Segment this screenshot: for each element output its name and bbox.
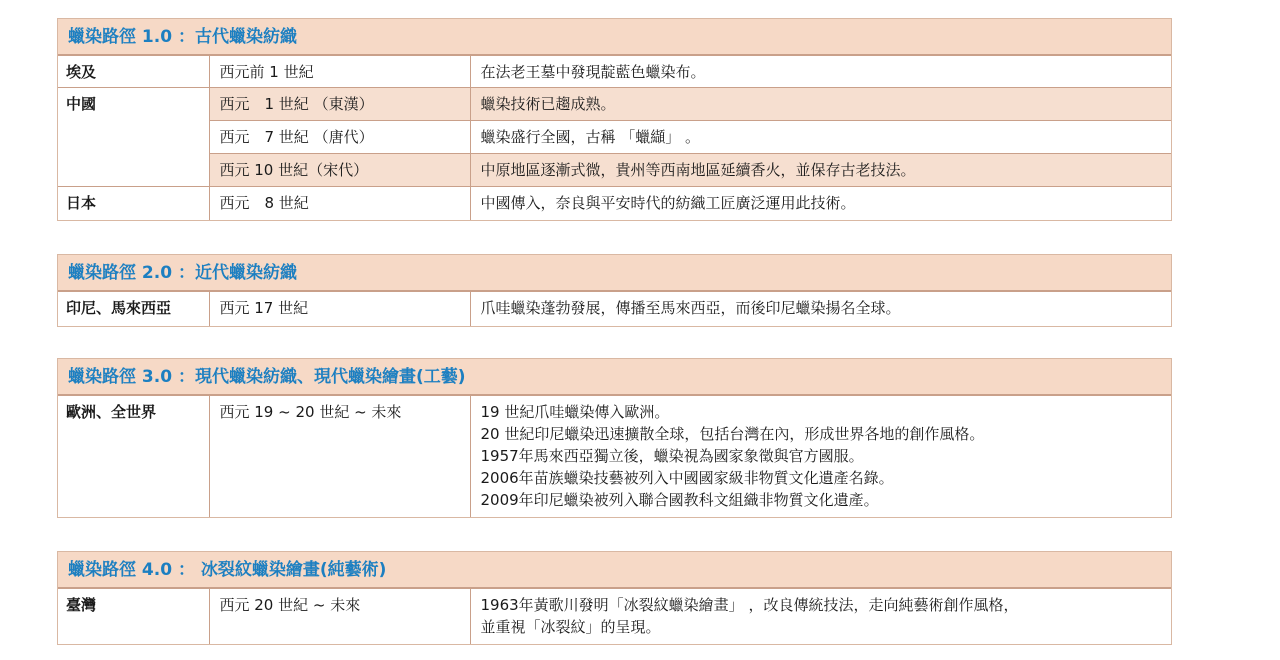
period-cell: 西元 19 ~ 20 世紀 ~ 未來 — [209, 396, 470, 517]
route-2-title: 蠟染路徑 2.0 ：近代蠟染紡織 — [58, 255, 1171, 291]
period-cell: 西元 8 世紀 — [209, 187, 470, 220]
event-line: 在法老王墓中發現靛藍色蠟染布。 — [480, 63, 706, 81]
route-4-section — [57, 551, 1172, 645]
event-cell — [470, 154, 1171, 187]
table-row — [58, 187, 1171, 220]
region-cell: 日本 — [58, 187, 209, 220]
event-line: 2006年苗族蠟染技藝被列入中國國家級非物質文化遺產名錄。 — [480, 469, 894, 487]
route-1-title: 蠟染路徑 1.0 ：古代蠟染紡織 — [58, 19, 1171, 55]
region-cell: 印尼、馬來西亞 — [58, 292, 209, 326]
route-1-section — [57, 18, 1172, 221]
event-line: 中原地區逐漸式微，貴州等西南地區延續香火，並保存古老技法。 — [480, 161, 916, 179]
period-cell: 西元 7 世紀 （唐代） — [209, 121, 470, 154]
route-4-title: 蠟染路徑 4.0 ： 冰裂紋蠟染繪畫(純藝術) — [58, 552, 1171, 588]
event-line: 中國傳入，奈良與平安時代的紡織工匠廣泛運用此技術。 — [480, 194, 856, 212]
event-line: 1963年黃歌川發明「冰裂紋蠟染繪畫」 ，改良傳統技法，走向純藝術創作風格， — [480, 596, 1019, 614]
event-cell — [470, 396, 1171, 517]
route-3-table — [58, 395, 1171, 517]
region-cell: 中國 — [58, 88, 209, 187]
event-cell — [470, 589, 1171, 644]
period-cell: 西元 17 世紀 — [209, 292, 470, 326]
period-cell: 西元 1 世紀 （東漢） — [209, 88, 470, 121]
event-line: 蠟染技術已趨成熟。 — [480, 95, 616, 113]
table-row — [58, 396, 1171, 517]
route-2-table — [58, 291, 1171, 326]
event-cell — [470, 187, 1171, 220]
event-cell — [470, 121, 1171, 154]
event-cell — [470, 56, 1171, 88]
event-line: 並重視「冰裂紋」的呈現。 — [480, 618, 661, 636]
table-row — [58, 292, 1171, 326]
event-line: 19 世紀爪哇蠟染傳入歐洲。 — [480, 403, 670, 421]
region-cell: 歐洲、全世界 — [58, 396, 209, 517]
route-3-section — [57, 358, 1172, 518]
event-line: 20 世紀印尼蠟染迅速擴散全球，包括台灣在內，形成世界各地的創作風格。 — [480, 425, 985, 443]
table-row — [58, 154, 1171, 187]
event-cell — [470, 292, 1171, 326]
route-1-table — [58, 55, 1171, 220]
period-cell: 西元前 1 世紀 — [209, 56, 470, 88]
table-row — [58, 88, 1171, 121]
event-line: 蠟染盛行全國，古稱 「蠟纈」 。 — [480, 128, 701, 146]
period-cell: 西元 10 世紀（宋代） — [209, 154, 470, 187]
route-4-table — [58, 588, 1171, 644]
period-cell: 西元 20 世紀 ~ 未來 — [209, 589, 470, 644]
table-row — [58, 56, 1171, 88]
event-line: 1957年馬來西亞獨立後，蠟染視為國家象徵與官方國服。 — [480, 447, 864, 465]
event-line: 2009年印尼蠟染被列入聯合國教科文組織非物質文化遺產。 — [480, 491, 879, 509]
region-cell: 臺灣 — [58, 589, 209, 644]
region-cell: 埃及 — [58, 56, 209, 88]
table-row — [58, 121, 1171, 154]
table-row — [58, 589, 1171, 644]
route-2-section — [57, 254, 1172, 327]
event-line: 爪哇蠟染蓬勃發展，傳播至馬來西亞，而後印尼蠟染揚名全球。 — [480, 299, 901, 317]
event-cell — [470, 88, 1171, 121]
route-3-title: 蠟染路徑 3.0 ：現代蠟染紡織、現代蠟染繪畫(工藝) — [58, 359, 1171, 395]
